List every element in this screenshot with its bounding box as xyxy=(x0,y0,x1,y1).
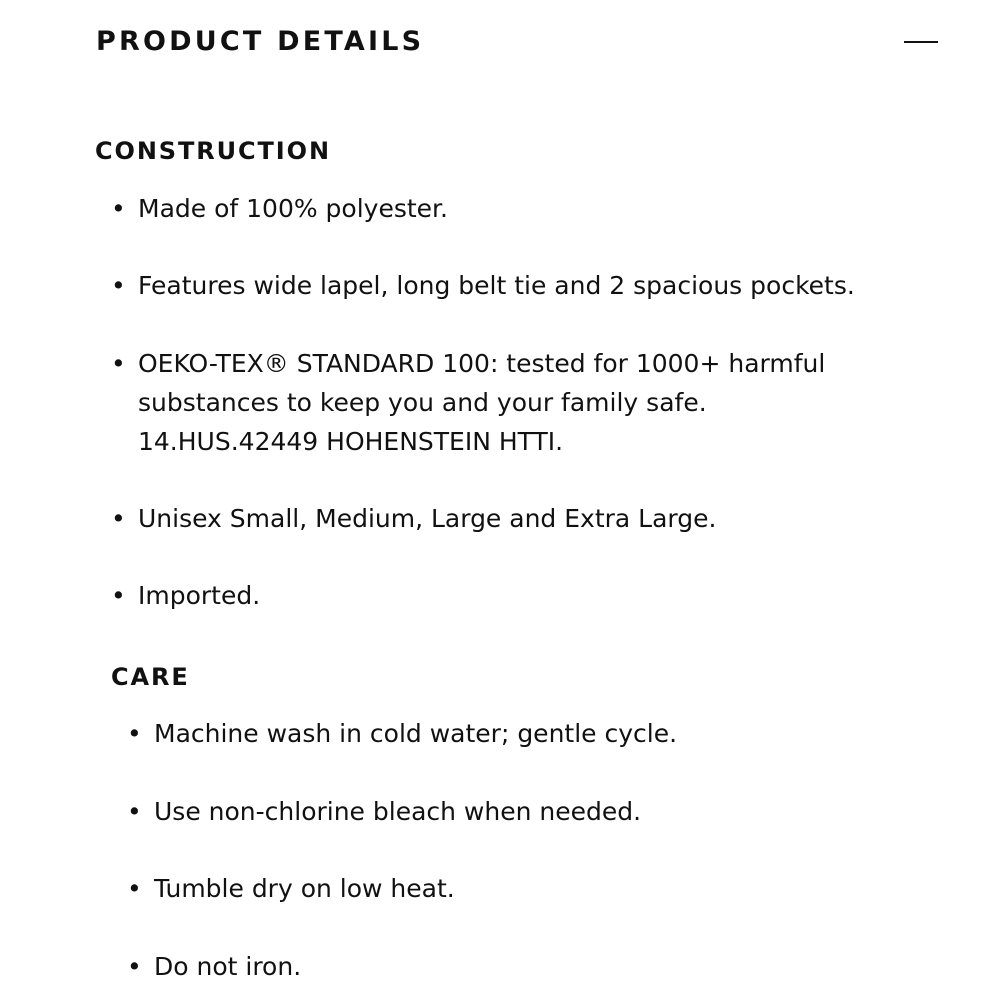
list-item-text xyxy=(138,189,448,228)
list-item-line: Do not iron. xyxy=(154,952,302,981)
list-item-text xyxy=(154,714,677,753)
list-item-line: Made of 100% polyester. xyxy=(138,194,448,223)
minus-icon[interactable] xyxy=(904,29,938,55)
minus-icon-bar xyxy=(904,41,938,43)
bullet-icon: • xyxy=(111,581,126,610)
bullet-icon: • xyxy=(127,952,142,981)
list-item-line: Tumble dry on low heat. xyxy=(154,874,455,903)
list-item-line: substances to keep you and your family safe. xyxy=(138,388,707,417)
bullet-icon: • xyxy=(111,271,126,300)
construction-heading: CONSTRUCTION xyxy=(95,137,331,165)
accordion-title: PRODUCT DETAILS xyxy=(96,26,425,57)
list-item-text xyxy=(138,499,716,538)
bullet-icon: • xyxy=(111,194,126,223)
bullet-icon: • xyxy=(111,504,126,533)
list-item-line: Unisex Small, Medium, Large and Extra Large. xyxy=(138,504,717,533)
list-item-line: OEKO-TEX® STANDARD 100: tested for 1000+ harmful xyxy=(138,349,826,378)
bullet-icon: • xyxy=(111,349,126,378)
bullet-icon: • xyxy=(127,797,142,826)
list-item-line: Use non-chlorine bleach when needed. xyxy=(154,797,642,826)
construction-list xyxy=(111,189,971,629)
list-item-text xyxy=(138,266,855,305)
product-details-accordion-header[interactable] xyxy=(96,22,940,62)
list-item-text xyxy=(154,869,455,908)
list-item-line: 14.HUS.42449 HOHENSTEIN HTTI. xyxy=(138,427,564,456)
care-list xyxy=(127,714,967,994)
bullet-icon: • xyxy=(127,874,142,903)
list-item-text xyxy=(154,947,301,986)
list-item-text xyxy=(138,344,825,461)
bullet-icon: • xyxy=(127,719,142,748)
list-item-line: Imported. xyxy=(138,581,261,610)
list-item-line: Features wide lapel, long belt tie and 2 spacious pockets. xyxy=(138,271,855,300)
care-heading: CARE xyxy=(111,663,190,691)
list-item-text xyxy=(138,576,260,615)
list-item-text xyxy=(154,792,641,831)
list-item-line: Machine wash in cold water; gentle cycle. xyxy=(154,719,678,748)
